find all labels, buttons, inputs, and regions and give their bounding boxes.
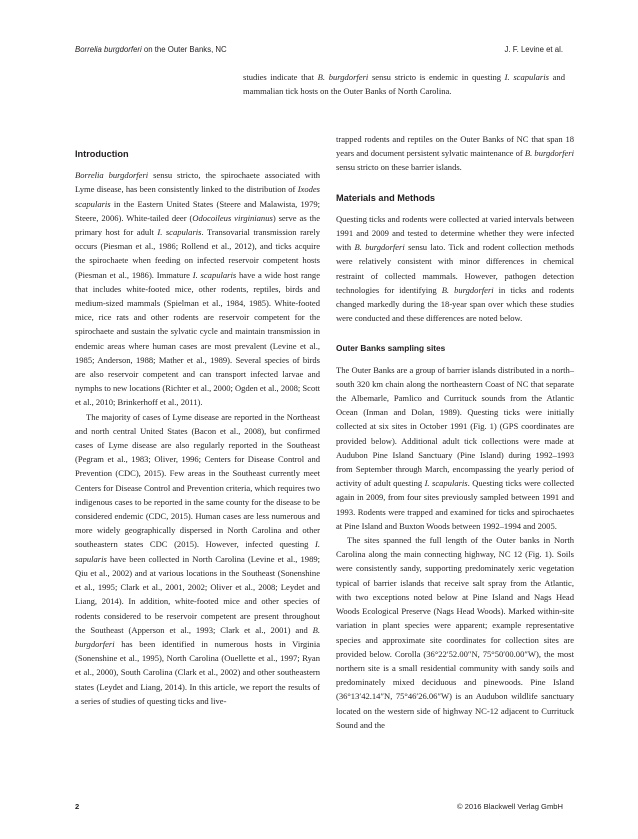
body-text: The majority of cases of Lyme disease are reported in the Northeast and north central United States (Bacon et al., 2008), but confirmed cases of Lyme disease are also regularly reported in the Southeast (Pegram et al., 1983; Oliver, 1996; Centers for Disease Control and Prevention (CDC), 2015). Few areas in the Southeast currently meet Centers for Disease Control and Prevention criteria, which requires two indigenous cases to be reported in the same county for the disease to be considered endemic (CDC, 2015). Human cases are less numerous and more widely geographically dispersed in North Carolina and other southeastern states CDC (2015). However, infected questing <box>75 411 320 550</box>
species-name: Odocoileus virginianus <box>192 212 273 223</box>
body-text: has been identified in numerous hosts in Virginia (Sonenshine et al., 1995), North Carolina (Ouellette et al., 1997; Ryan et al., 2000), South Carolina (Clark et al., 2002) and other southeastern states (Leydet and Liang, 2014). In this article, we report the results of a series of studies of questing ticks and live- <box>75 638 320 706</box>
left-column <box>75 147 320 708</box>
body-text: in ticks and rodents changed markedly during the 18-year span over which these studies were conducted and these differences are noted below. <box>336 284 574 324</box>
body-text: trapped rodents and reptiles on the Outer Banks of NC that span 18 years and document persistent sylvatic maintenance of <box>336 134 574 159</box>
running-title-rest: on the Outer Banks, NC <box>141 45 227 54</box>
species-name: B. burgdorferi <box>524 148 574 159</box>
abstract-species: I. scapularis <box>504 72 549 82</box>
species-name: I. scapularis <box>157 227 202 238</box>
species-name: I. scapularis <box>192 269 237 280</box>
species-name: I. scapularis <box>424 478 468 489</box>
running-title-species: Borrelia burgdorferi <box>75 45 142 54</box>
running-title <box>75 45 227 54</box>
intro-paragraph-2 <box>75 410 320 708</box>
abstract-species: B. burgdorferi <box>317 72 369 82</box>
body-text: in the Eastern United States (Steere and Malawista, 1979; Steere, 2006). White-tailed deer ( <box>75 198 320 223</box>
abstract-text: and mammalian tick hosts on the Outer Banks of North Carolina. <box>243 72 565 97</box>
body-text: sensu stricto on these barrier islands. <box>336 162 462 173</box>
species-name: I. sapularis <box>75 539 320 564</box>
body-text: sensu lato. Tick and rodent collection methods were relatively consistent with minor differences in chemical restraint of collected mammals. However, pathogen detection technologies for identifying <box>336 242 574 295</box>
sampling-sites-heading: Outer Banks sampling sites <box>336 343 446 354</box>
body-text: The Outer Banks are a group of barrier islands distributed in a north–south 320 km chain along the northeastern Coast of NC that separate the Albemarle, Pamlico and Currituck sounds from the Atlantic Ocean (Inman and Dolan, 1989). Questing ticks were initially collected at six sites in October 1991 (Fig. 1) (GPS coordinates are provided below). Additional adult tick collections were made at Audubon Pine Island Sanctuary (Pine Island) during 1992–1993 from September through March, encompassing the yearly period of activity of adult questing <box>336 364 574 489</box>
body-text: ) serve as the primary host for adult <box>75 212 320 238</box>
copyright-notice: © 2016 Blackwell Verlag GmbH <box>456 802 563 811</box>
sites-paragraph-1 <box>336 363 574 533</box>
body-text: . Transovarial transmission rarely occurs (Piesman et al., 1986; Rollend et al., 2012), and ticks acquire the spirochaete when feeding on infected reservoir competent hosts (Piesman et al., 1986). Immature <box>75 227 320 280</box>
body-text: The sites spanned the full length of the Outer banks in North Carolina along the main connecting highway, NC 12 (Fig. 1). Soils were consistently sandy, supporting predominately xeric vegetation typical of barrier islands that receive salt spray from the Atlantic, with two exceptions noted below at Pine Island and Nags Head Woods Ecological Preserve (Nags Head Woods). Marked within-site variation in plant species were apparent; example representative species and approximate site coordinates for collection sites are provided below. Corolla (36°22′52.00″N, 75°50′00.00″W), the most northern site is a small residential community with sandy soils and predominately mixed deciduous and pinewoods. Pine Island (36°13′42.14″N, 75°46′26.06″W) is an Audubon wildlife sanctuary located on the western side of highway NC-12 adjacent to Currituck Sound and the <box>336 535 574 730</box>
sites-paragraph-2 <box>336 533 574 732</box>
abstract-text: sensu stricto is endemic in questing <box>368 72 505 82</box>
body-text: . Questing ticks were collected again in 2009, from four sites previously sampled between 1991 and 1993. Rodents were trapped and examined for ticks and spirochaetes at Pine Island and Buxton Woods between 1992–1994 and 2005. <box>336 478 574 531</box>
species-name: B. burgdorferi <box>354 242 405 253</box>
methods-heading: Materials and Methods <box>336 192 436 203</box>
species-name: Ixodes scapularis <box>75 184 320 209</box>
species-name: B. burgdorferi <box>441 284 494 295</box>
abstract-text: studies indicate that <box>243 72 318 82</box>
body-text: have been collected in North Carolina (Levine et al., 1989; Qiu et al., 2002) and at various locations in the Southeast (Sonenshine et al., 1995; Clark et al., 2001, 2002; Oliver et al., 2008; Leydet and Liang, 2014). In addition, white-footed mice and other species of rodents considered to be reservoir competent are present throughout the Southeast (Apperson et al., 1993; Clark et al., 2001) and <box>75 553 320 635</box>
intro-paragraph-1 <box>75 168 320 409</box>
species-name: Borrelia burgdorferi <box>75 170 149 181</box>
body-text: sensu stricto, the spirochaete associated with Lyme disease, has been consistently linked to the distribution of <box>75 170 320 195</box>
introduction-heading: Introduction <box>75 149 129 159</box>
body-text: have a wide host range that includes white-footed mice, other rodents, reptiles, birds and medium-sized mammals (Spielman et al., 1984, 1985). White-footed mice, rice rats and other rodents are reservoir competent for the spirochaete and sustain the sylvatic cycle and maintain transmission in endemic areas where human cases are most prevalent (Levine et al., 1985; Anderson, 1988; Mather et al., 1989). Several species of birds are also reservoir competent and can transport infected larvae and nymphs to new locations (Richter et al., 2000; Ogden et al., 2008; Scott et al., 2010; Brinkerhoff et al., 2011). <box>75 269 320 408</box>
page-number: 2 <box>75 802 80 811</box>
intro-paragraph-3 <box>336 132 574 175</box>
abstract-continuation <box>243 70 565 98</box>
running-authors: J. F. Levine et al. <box>504 45 563 54</box>
methods-paragraph-1 <box>336 212 574 326</box>
body-text: Questing ticks and rodents were collected at varied intervals between 1991 and 2009 and tested to determine whether they were infected with <box>336 213 574 253</box>
species-name: B. burgdorferi <box>75 624 320 649</box>
right-column <box>336 132 574 732</box>
